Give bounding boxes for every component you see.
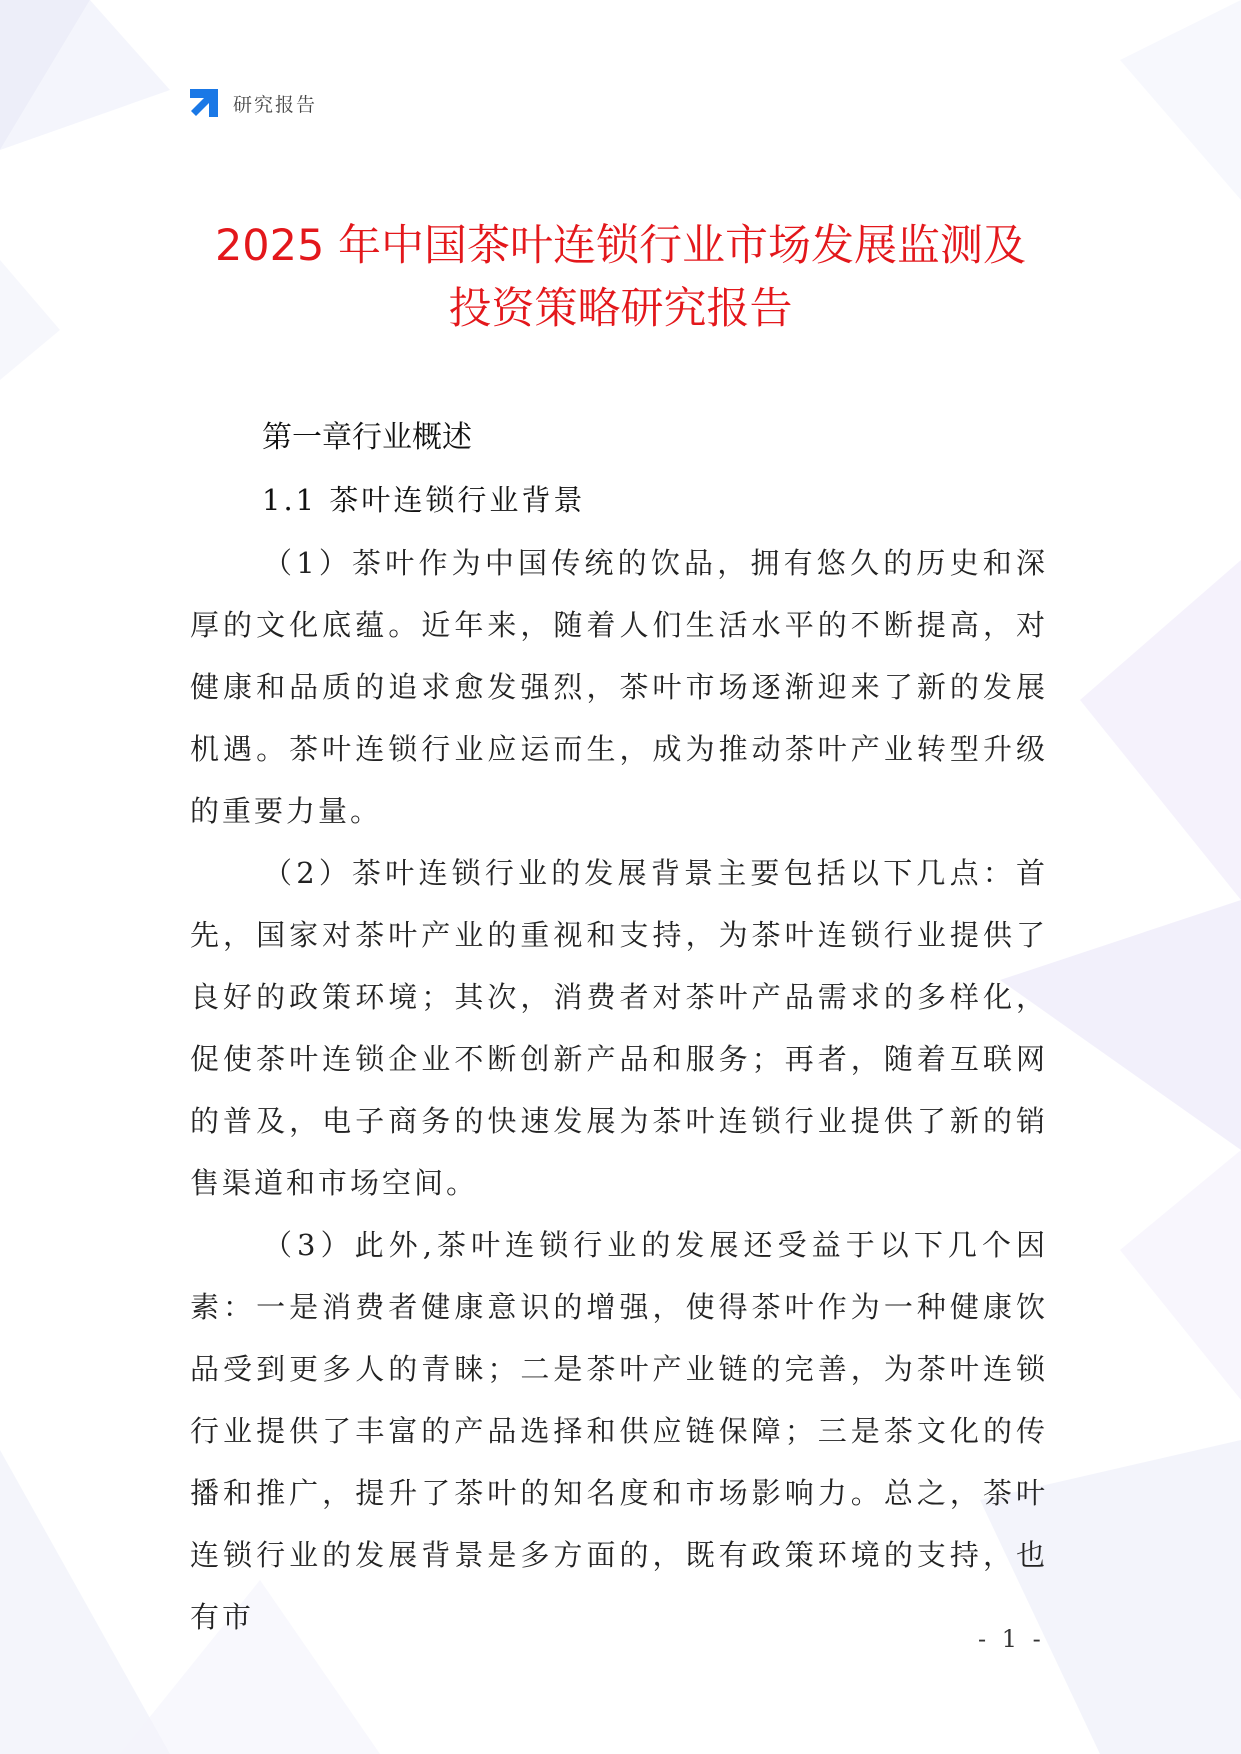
paragraph-3: （3）此外,茶叶连锁行业的发展还受益于以下几个因素：一是消费者健康意识的增强，使得茶叶作为一种健康饮品受到更多人的青睐；二是茶叶产业链的完善，为茶叶连锁行业提供了丰富的产品选择和供应链保障；三是茶文化的传播和推广，提升了茶叶的知名度和市场影响力。总之，茶叶连锁行业的发展背景是多方面的，既有政策环境的支持，也有市 bbox=[190, 1228, 1048, 1634]
chapter-heading: 第一章行业概述 bbox=[262, 420, 472, 455]
paragraph-1: （1）茶叶作为中国传统的饮品，拥有悠久的历史和深厚的文化底蕴。近年来，随着人们生活水平的不断提高，对健康和品质的追求愈发强烈，茶叶市场逐渐迎来了新的发展机遇。茶叶连锁行业应运而生，成为推动茶叶产业转型升级的重要力量。 bbox=[190, 546, 1048, 828]
title-line-1: 2025 年中国茶叶连锁行业市场发展监测及 bbox=[214, 221, 1027, 271]
body-text bbox=[190, 532, 1048, 1648]
section-heading: 1.1 茶叶连锁行业背景 bbox=[262, 483, 586, 517]
brand-label: 研究报告 bbox=[233, 93, 318, 116]
report-title bbox=[150, 215, 1091, 341]
report-brand bbox=[187, 86, 317, 120]
title-line-2: 投资策略研究报告 bbox=[448, 284, 793, 334]
page-number: - 1 - bbox=[978, 1625, 1045, 1653]
paragraph-2: （2）茶叶连锁行业的发展背景主要包括以下几点：首先，国家对茶叶产业的重视和支持，为茶叶连锁行业提供了良好的政策环境；其次，消费者对茶叶产品需求的多样化，促使茶叶连锁企业不断创新产品和服务；再者，随着互联网的普及，电子商务的快速发展为茶叶连锁行业提供了新的销售渠道和市场空间。 bbox=[190, 856, 1048, 1200]
arrow-logo-icon bbox=[187, 86, 221, 120]
